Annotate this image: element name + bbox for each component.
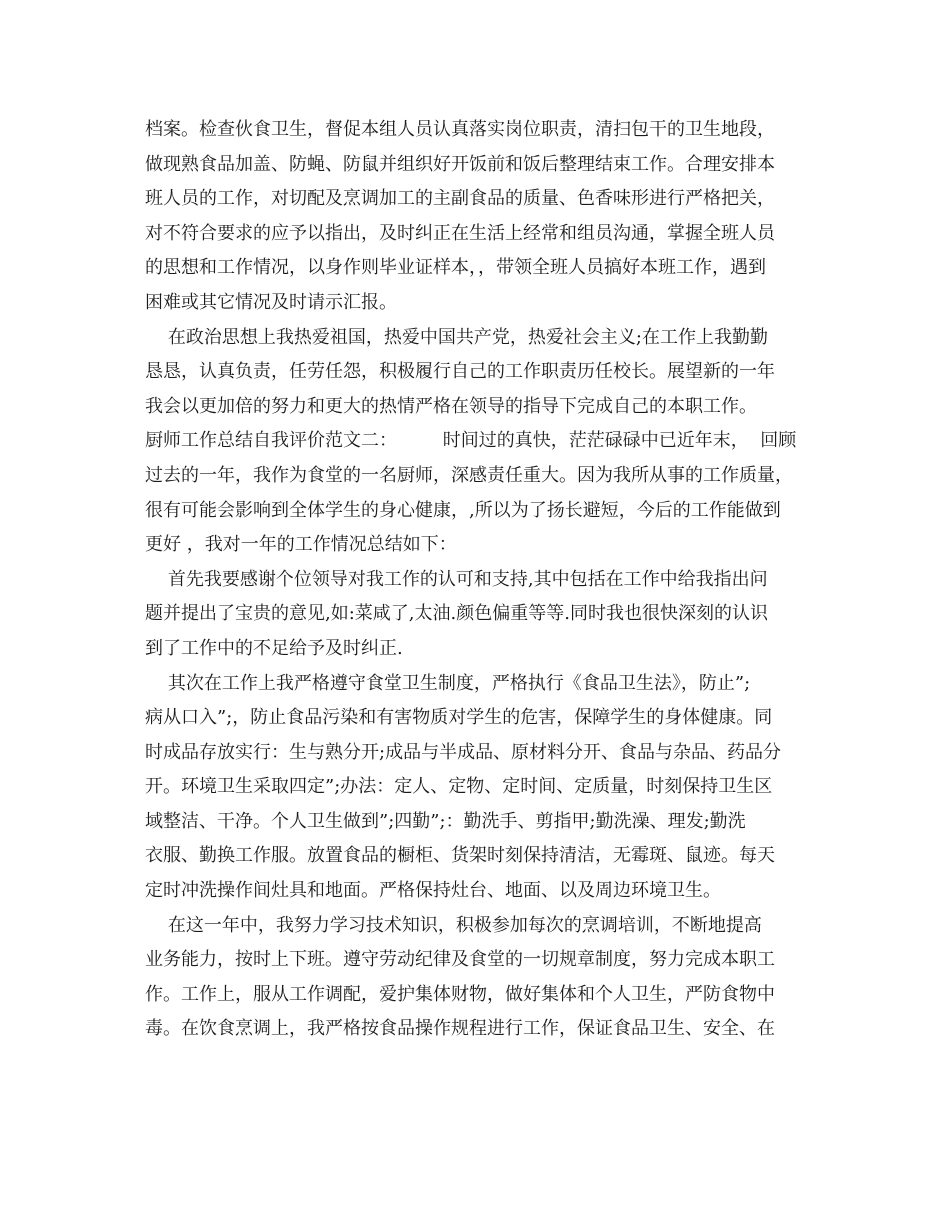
text-line: 时成品存放实行：生与熟分开;成品与半成品、原材料分开、食品与杂品、药品分	[145, 741, 782, 763]
document-body	[145, 113, 810, 1047]
text-line: 更好 ，我对一年的工作情况总结如下：	[145, 534, 457, 556]
text-line: 首先我要感谢个位领导对我工作的认可和支持,其中包括在工作中给我指出问	[145, 568, 768, 590]
text-line: 业务能力，按时上下班。遵守劳动纪律及食堂的一切规章制度，努力完成本职工	[145, 949, 775, 971]
text-line: 过去的一年，我作为食堂的一名厨师，深感责任重大。因为我所从事的工作质量，	[145, 464, 793, 486]
text-line: 我会以更加倍的努力和更大的热情严格在领导的指导下完成自己的本职工作。	[145, 395, 757, 417]
text-line: 作。工作上，服从工作调配，爱护集体财物，做好集体和个人卫生，严防食物中	[145, 983, 775, 1005]
text-line: 衣服、勤换工作服。放置食品的橱柜、货架时刻保持清洁，无霉斑、鼠迹。每天	[145, 845, 775, 867]
text-line: 在政治思想上我热爱祖国，热爱中国共产党，热爱社会主义;在工作上我勤勤	[145, 326, 768, 348]
text-line: 困难或其它情况及时请示汇报。	[145, 291, 397, 313]
text-line: 档案。检查伙食卫生，督促本组人员认真落实岗位职责，清扫包干的卫生地段，	[145, 119, 775, 140]
text-line: 其次在工作上我严格遵守食堂卫生制度，严格执行《食品卫生法》，防止”;	[145, 672, 751, 694]
text-line: 题并提出了宝贵的意见,如:菜咸了,太油.颜色偏重等等.同时我也很快深刻的认识	[145, 603, 768, 625]
text-line: 在这一年中，我努力学习技术知识，积极参加每次的烹调培训，不断地提高	[145, 914, 762, 936]
text-line: 恳恳，认真负责，任劳任怨，积极履行自己的工作职责历任校长。展望新的一年	[145, 361, 775, 383]
text-line: 毒。在饮食烹调上，我严格按食品操作规程进行工作，保证食品卫生、安全、在	[145, 1018, 775, 1040]
section-heading-line: 厨师工作总结自我评价范文二： 时间过的真快，茫茫碌碌中已近年末， 回顾	[145, 430, 797, 452]
text-line: 域整洁、干净。个人卫生做到”;四勤”;：勤洗手、剪指甲;勤洗澡、理发;勤洗	[145, 810, 746, 832]
text-line: 很有可能会影响到全体学生的身心健康，,所以为了扬长避短，今后的工作能做到	[145, 499, 781, 521]
text-line: 到了工作中的不足给予及时纠正.	[145, 637, 403, 659]
text-line: 做现熟食品加盖、防蝇、防鼠并组织好开饭前和饭后整理结束工作。合理安排本	[145, 153, 775, 175]
text-line: 定时冲洗操作间灶具和地面。严格保持灶台、地面、以及周边环境卫生。	[145, 880, 721, 902]
text-line: 开。环境卫生采取四定”;办法：定人、定物、定时间、定质量，时刻保持卫生区	[145, 776, 773, 798]
text-line: 班人员的工作，对切配及烹调加工的主副食品的质量、色香味形进行严格把关，	[145, 188, 775, 210]
text-line: 对不符合要求的应予以指出，及时纠正在生活上经常和组员沟通，掌握全班人员	[145, 222, 775, 244]
text-line: 的思想和工作情况，以身作则毕业证样本，，带领全班人员搞好本班工作，遇到	[145, 257, 766, 279]
text-line: 病从口入”;，防止食品污染和有害物质对学生的危害，保障学生的身体健康。同	[145, 707, 773, 729]
